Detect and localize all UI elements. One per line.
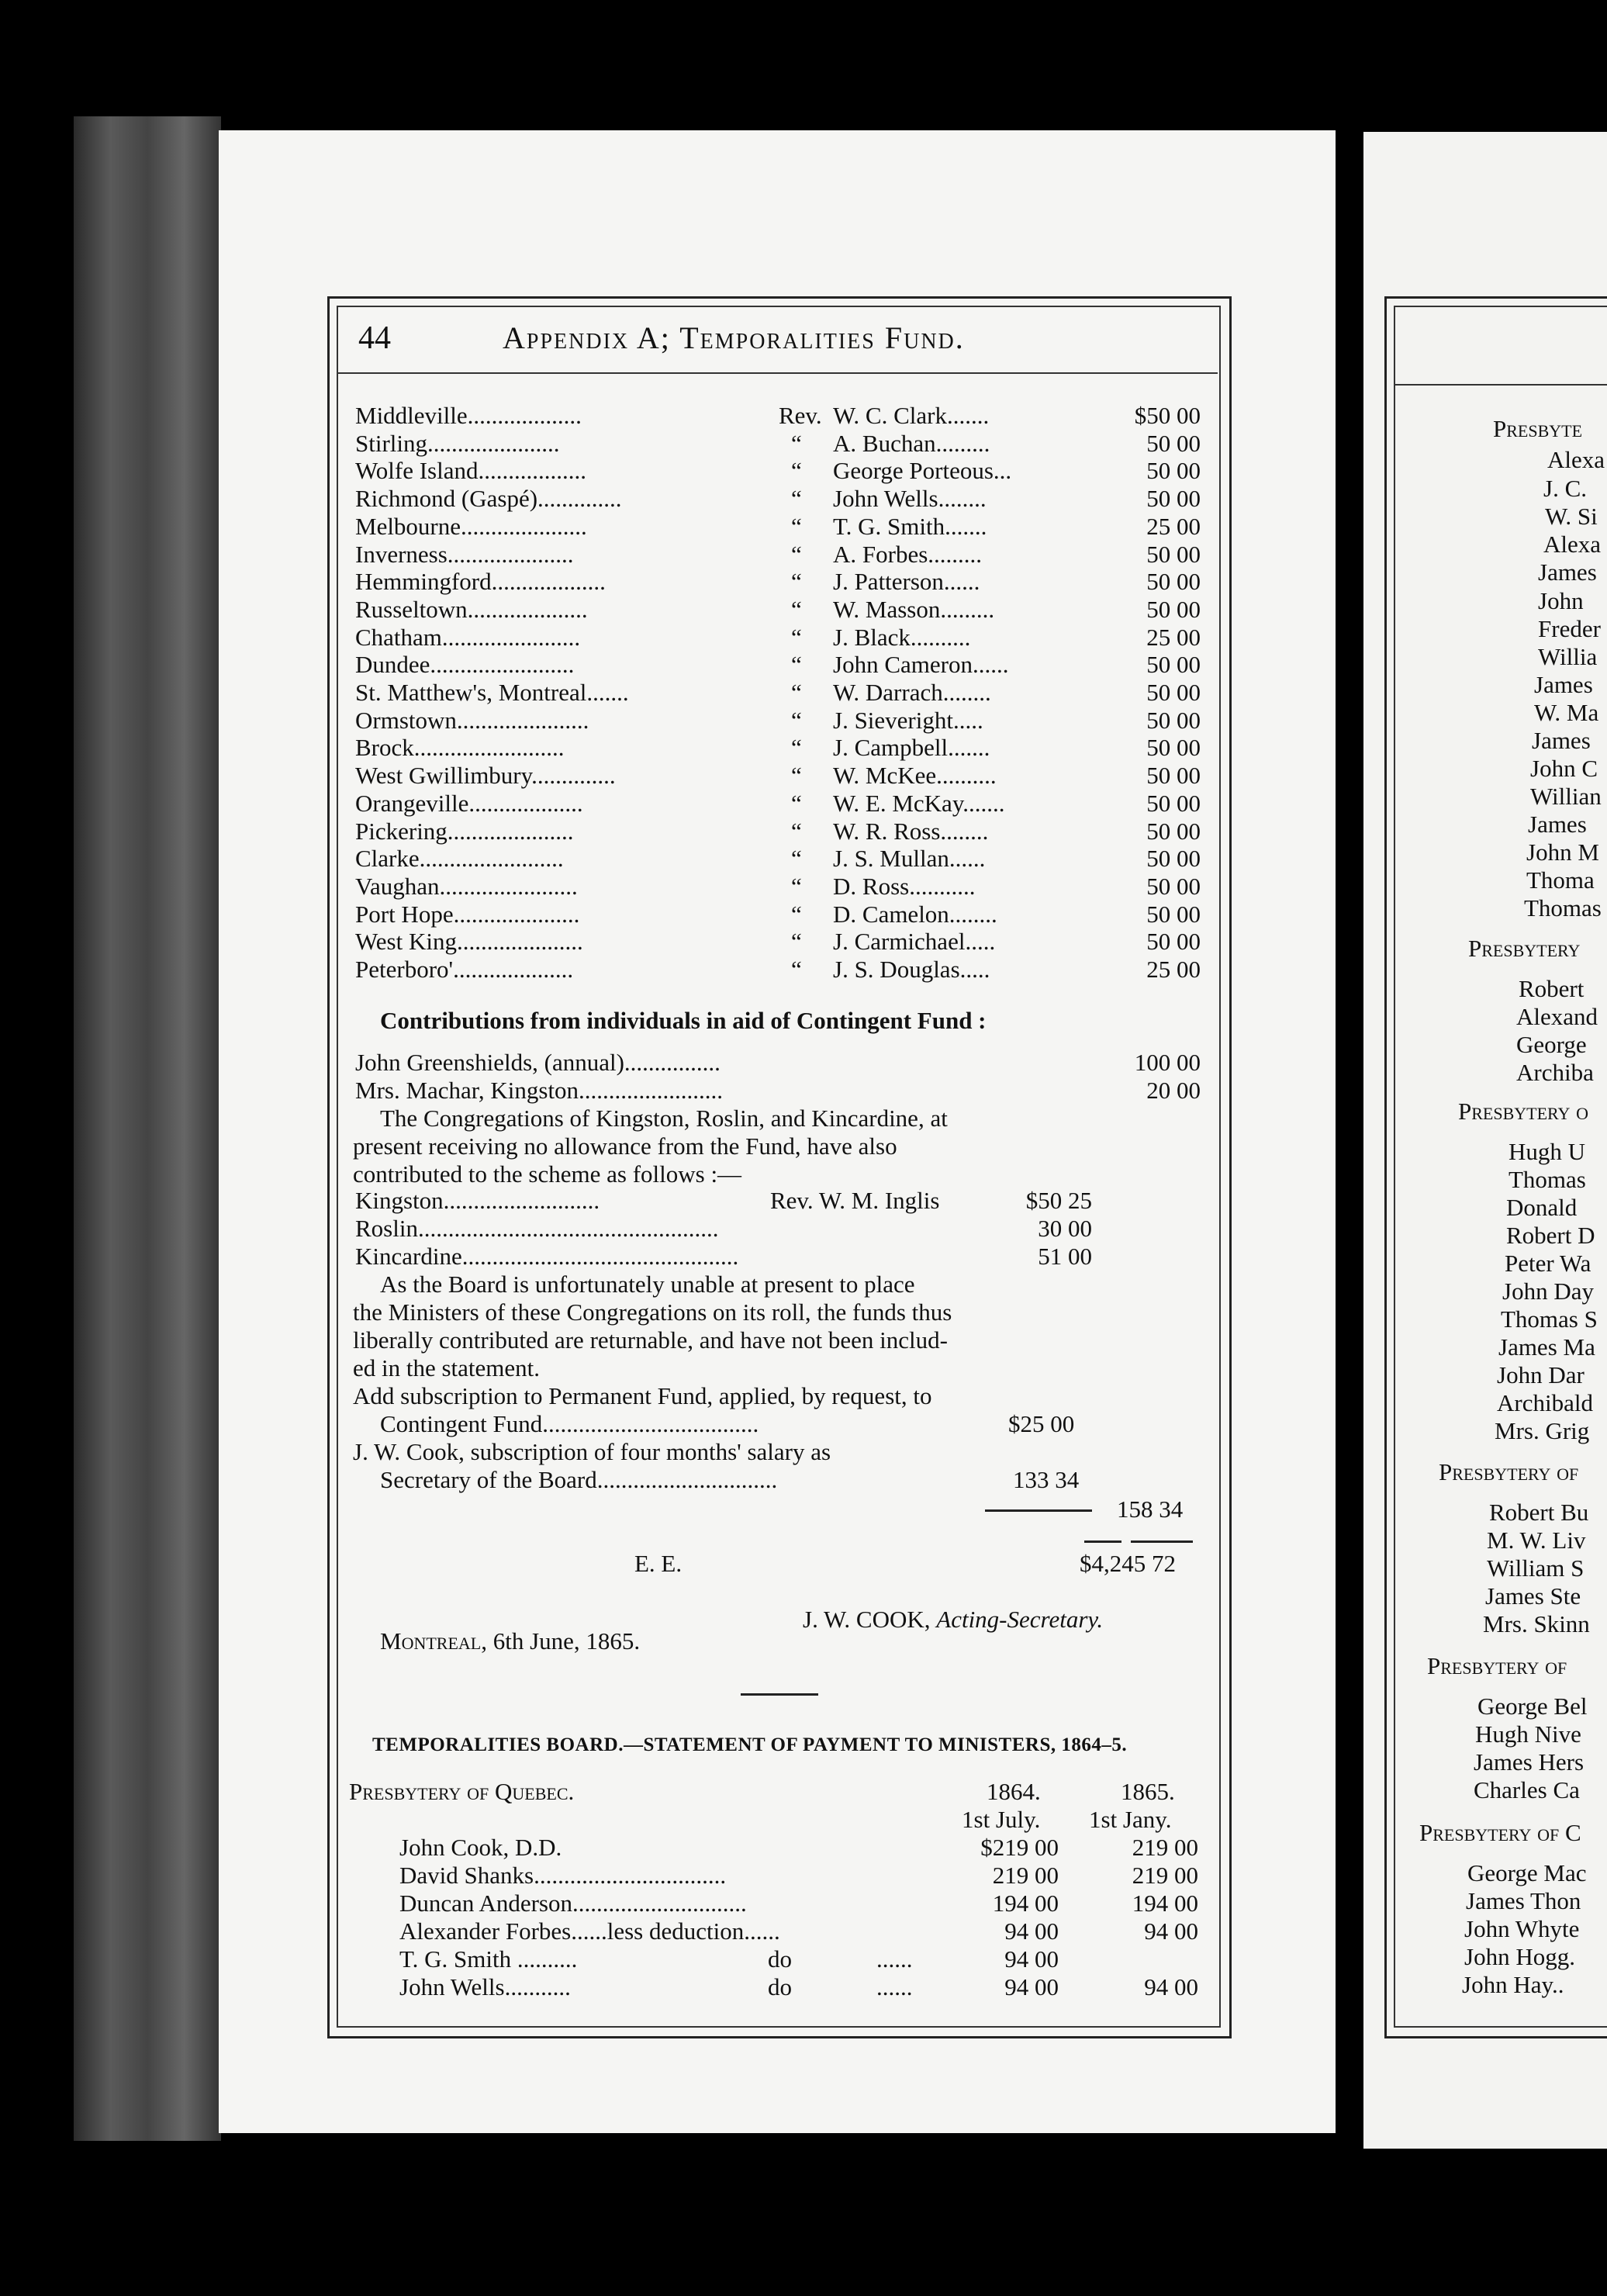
col2-date: 1st Jany.: [1089, 1806, 1172, 1833]
right-page-line: Thomas: [1524, 894, 1602, 922]
grant-amount: 50 00: [1146, 568, 1201, 596]
grant-place: Inverness.....................: [355, 540, 574, 568]
grant-amount: 25 00: [1146, 623, 1201, 651]
right-page-line: Presbytery: [1468, 935, 1581, 962]
grant-ditto: “: [791, 429, 802, 457]
grant-minister: J. Patterson......: [833, 568, 980, 596]
payment-row: [399, 1945, 1198, 1973]
grant-amount: 50 00: [1146, 595, 1201, 623]
grant-minister: T. G. Smith.......: [833, 512, 987, 540]
grant-minister: J. Black..........: [833, 623, 971, 651]
right-page-line: M. W. Liv: [1487, 1527, 1586, 1554]
grant-row: [355, 651, 1201, 679]
right-page-line: Presbyte: [1493, 415, 1583, 442]
grant-row: [355, 873, 1201, 901]
individual-amount: 100 00: [1134, 1049, 1201, 1076]
grant-place: Middleville...................: [355, 402, 582, 429]
payment-amount-jany: 94 00: [1144, 1973, 1198, 2000]
right-page-line: John M: [1526, 839, 1599, 866]
col2-year: 1865.: [1121, 1778, 1175, 1805]
right-page-line: John Hogg.: [1464, 1943, 1575, 1970]
individual-name: John Greenshields, (annual)................: [355, 1049, 721, 1076]
right-page-line: Thomas S: [1501, 1305, 1598, 1333]
signature: [803, 1606, 1103, 1634]
payment-amount-july: 194 00: [992, 1890, 1059, 1917]
ee-mark: E. E.: [634, 1550, 683, 1577]
add-subscription-amount: $25 00: [1008, 1410, 1075, 1437]
grant-place: Wolfe Island..................: [355, 457, 586, 485]
individual-name: Mrs. Machar, Kingston........................: [355, 1077, 724, 1104]
payment-amount-jany: 219 00: [1132, 1862, 1198, 1889]
grant-row: [355, 513, 1201, 541]
grant-place: Vaughan.......................: [355, 872, 578, 900]
grant-ditto: “: [791, 956, 802, 983]
right-page-line: Robert D: [1506, 1222, 1595, 1249]
congregation-place: Kingston..........................: [355, 1187, 600, 1214]
grant-row: [355, 430, 1201, 458]
grant-ditto: “: [791, 651, 802, 679]
grant-row: [355, 818, 1201, 845]
grant-row: [355, 845, 1201, 873]
add-subscription-line: Add subscription to Permanent Fund, applied, by request, to: [353, 1382, 932, 1409]
place-date-city: Montreal,: [380, 1627, 487, 1655]
grant-minister: W. E. McKay.......: [833, 789, 1005, 817]
grant-amount: 50 00: [1146, 845, 1201, 873]
payment-dots: ......: [876, 1973, 913, 2000]
statement-title: TEMPORALITIES BOARD.—STATEMENT OF PAYMENT TO MINISTERS, 1864–5.: [372, 1734, 1128, 1755]
grant-amount: 50 00: [1146, 457, 1201, 485]
right-page-line: Presbytery of C: [1419, 1819, 1581, 1846]
payment-row: [399, 1834, 1198, 1862]
grant-ditto: “: [791, 762, 802, 790]
grant-place: Pickering.....................: [355, 817, 574, 845]
right-page-line: Willian: [1530, 783, 1602, 810]
grant-row: [355, 485, 1201, 513]
grant-row: [355, 928, 1201, 956]
grant-place: Stirling......................: [355, 429, 560, 457]
grant-place: Richmond (Gaspé)..............: [355, 485, 622, 513]
congregation-amount: 51 00: [1038, 1243, 1092, 1270]
right-page-line: Hugh U: [1509, 1138, 1586, 1165]
grant-minister: George Porteous...: [833, 457, 1012, 485]
grant-place: Clarke........................: [355, 845, 564, 873]
right-page-line: Thoma: [1526, 866, 1595, 894]
right-page-line: James: [1534, 671, 1593, 698]
payment-row: [399, 1890, 1198, 1917]
grant-place: Orangeville...................: [355, 789, 583, 817]
grant-amount: 50 00: [1146, 429, 1201, 457]
payment-amount-jany: 219 00: [1132, 1834, 1198, 1861]
contributions-heading: Contributions from individuals in aid of Contingent Fund :: [380, 1007, 987, 1034]
right-page-line: Alexa: [1547, 446, 1605, 473]
payment-dots: ......: [876, 1945, 913, 1973]
payment-note: do: [768, 1945, 792, 1973]
right-page-line: Robert: [1519, 975, 1585, 1002]
grant-place: St. Matthew's, Montreal.......: [355, 679, 629, 706]
subtotal: 158 34: [1117, 1496, 1184, 1523]
grant-place: Brock.........................: [355, 734, 565, 762]
right-header-rule: [1394, 384, 1607, 386]
grant-row: [355, 707, 1201, 735]
grant-place: Peterboro'....................: [355, 956, 574, 983]
grant-place: West Gwillimbury..............: [355, 762, 616, 790]
grant-amount: 25 00: [1146, 512, 1201, 540]
grant-place: Hemmingford...................: [355, 568, 606, 596]
individual-amount: 20 00: [1146, 1077, 1201, 1104]
grant-row: [355, 541, 1201, 569]
right-page-line: W. Ma: [1534, 699, 1599, 726]
payment-amount-july: 94 00: [1004, 1917, 1059, 1945]
grant-place: Chatham.......................: [355, 623, 581, 651]
grant-row: [355, 762, 1201, 790]
place-date: [380, 1627, 640, 1655]
board-paragraph-line: ed in the statement.: [353, 1354, 541, 1381]
grant-row: [355, 402, 1201, 430]
grant-minister: W. Darrach........: [833, 679, 991, 706]
grant-ditto: Rev.: [779, 402, 822, 429]
grant-row: [355, 679, 1201, 707]
grant-place: Melbourne.....................: [355, 512, 587, 540]
right-page-line: Charles Ca: [1474, 1776, 1580, 1803]
payment-name: Duncan Anderson.............................: [399, 1890, 747, 1917]
payment-name: John Wells...........: [399, 1973, 571, 2000]
congregation-row: [355, 1215, 1092, 1243]
grant-ditto: “: [791, 457, 802, 485]
grant-amount: 50 00: [1146, 706, 1201, 734]
grant-minister: A. Forbes.........: [833, 540, 983, 568]
grant-row: [355, 596, 1201, 624]
right-page-line: Peter Wa: [1505, 1250, 1591, 1277]
cook-subscription-line: J. W. Cook, subscription of four months' salary as: [353, 1438, 831, 1465]
right-page-line: Archibald: [1497, 1389, 1593, 1416]
grant-place: Port Hope.....................: [355, 900, 580, 928]
grant-ditto: “: [791, 706, 802, 734]
grant-ditto: “: [791, 679, 802, 706]
grant-row: [355, 624, 1201, 652]
header-rule: [337, 372, 1218, 374]
right-page-line: John Whyte: [1464, 1915, 1580, 1942]
grant-minister: J. Campbell.......: [833, 734, 990, 762]
right-page-line: James Ste: [1485, 1582, 1581, 1610]
grant-amount: 50 00: [1146, 734, 1201, 762]
grant-amount: 50 00: [1146, 900, 1201, 928]
grant-place: Russeltown....................: [355, 595, 588, 623]
subtotal-rule: [985, 1509, 1092, 1512]
right-page-line: James: [1528, 811, 1587, 838]
grant-ditto: “: [791, 789, 802, 817]
right-page-line: James: [1532, 727, 1591, 754]
payment-row: [399, 1862, 1198, 1890]
right-page-line: Mrs. Skinn: [1483, 1610, 1590, 1637]
congregations-paragraph-line: The Congregations of Kingston, Roslin, and Kincardine, at: [380, 1105, 948, 1132]
grant-row: [355, 790, 1201, 818]
grant-amount: 50 00: [1146, 872, 1201, 900]
right-page-line: Willia: [1538, 643, 1598, 670]
grant-minister: J. S. Mullan......: [833, 845, 986, 873]
grant-minister: J. S. Douglas.....: [833, 956, 990, 983]
grant-row: [355, 457, 1201, 485]
right-page-line: Presbytery of: [1427, 1652, 1567, 1679]
right-page-line: Thomas: [1509, 1166, 1586, 1193]
add-subscription-line: Contingent Fund....................................: [380, 1410, 759, 1437]
grant-minister: W. Masson.........: [833, 595, 995, 623]
payment-row: [399, 1917, 1198, 1945]
payment-name: John Cook, D.D.: [399, 1834, 562, 1861]
signature-title: Acting-Secretary.: [936, 1606, 1104, 1633]
payment-name: David Shanks................................: [399, 1862, 727, 1889]
right-page-line: John: [1538, 587, 1584, 614]
congregation-place: Kincardine..............................................: [355, 1243, 739, 1270]
right-page-line: Presbytery o: [1458, 1098, 1589, 1125]
grant-minister: D. Camelon........: [833, 900, 997, 928]
grant-ditto: “: [791, 485, 802, 513]
grant-amount: 25 00: [1146, 956, 1201, 983]
total-rule-right: [1131, 1540, 1193, 1543]
grant-ditto: “: [791, 734, 802, 762]
right-page-line: James: [1538, 558, 1597, 586]
congregation-amount: $50 25: [1025, 1187, 1092, 1214]
total-rule-left: [1084, 1540, 1121, 1543]
right-page-line: John Hay..: [1462, 1971, 1564, 1998]
right-page-line: J. C.: [1543, 475, 1587, 502]
right-page-line: John Dar: [1497, 1361, 1585, 1388]
right-page-line: Freder: [1538, 615, 1601, 642]
individual-row: [355, 1049, 1201, 1077]
right-page-line: Presbytery of: [1439, 1458, 1579, 1485]
grant-amount: 50 00: [1146, 928, 1201, 956]
right-page-line: Robert Bu: [1489, 1499, 1589, 1526]
grant-ditto: “: [791, 845, 802, 873]
congregation-minister: Rev. W. M. Inglis: [770, 1187, 940, 1214]
book-edge: [74, 116, 221, 2141]
right-page-line: Alexa: [1543, 531, 1602, 558]
right-page-line: Alexand: [1516, 1003, 1598, 1030]
congregation-row: [355, 1187, 1092, 1215]
grant-ditto: “: [791, 595, 802, 623]
right-page-line: W. Si: [1545, 503, 1598, 530]
right-page-line: Mrs. Grig: [1495, 1417, 1590, 1444]
grant-row: [355, 956, 1201, 984]
payment-amount-july: $219 00: [980, 1834, 1059, 1861]
payment-name: Alexander Forbes......less deduction......: [399, 1917, 780, 1945]
cook-subscription-line: Secretary of the Board..............................: [380, 1466, 778, 1493]
grant-minister: W. R. Ross........: [833, 817, 989, 845]
grant-minister: J. Carmichael.....: [833, 928, 996, 956]
grant-minister: John Wells........: [833, 485, 987, 513]
board-paragraph-line: liberally contributed are returnable, and have not been includ-: [353, 1326, 948, 1354]
right-page-line: John Day: [1502, 1278, 1594, 1305]
right-page-line: George: [1516, 1031, 1587, 1058]
congregations-paragraph-line: contributed to the scheme as follows :—: [353, 1160, 742, 1188]
grant-minister: W. C. Clark.......: [833, 402, 990, 429]
grant-ditto: “: [791, 928, 802, 956]
col1-year: 1864.: [987, 1778, 1041, 1805]
page-number: 44: [358, 320, 391, 356]
right-page-line: Donald: [1506, 1194, 1578, 1221]
congregation-place: Roslin..................................................: [355, 1215, 719, 1242]
right-page-line: Hugh Nive: [1475, 1720, 1581, 1748]
right-page-line: James Thon: [1466, 1887, 1581, 1914]
right-page-line: George Bel: [1477, 1693, 1588, 1720]
place-date-text: 6th June, 1865.: [492, 1627, 641, 1655]
running-head: Appendix A; Temporalities Fund.: [503, 320, 965, 355]
payment-amount-july: 219 00: [992, 1862, 1059, 1889]
grand-total: $4,245 72: [1080, 1550, 1176, 1577]
right-page-line: James Ma: [1498, 1333, 1595, 1361]
board-paragraph-line: the Ministers of these Congregations on its roll, the funds thus: [353, 1298, 952, 1326]
grant-row: [355, 901, 1201, 928]
congregations-paragraph-line: present receiving no allowance from the Fund, have also: [353, 1132, 897, 1160]
col1-date: 1st July.: [962, 1806, 1041, 1833]
grant-place: Ormstown......................: [355, 706, 589, 734]
grant-amount: 50 00: [1146, 762, 1201, 790]
grant-ditto: “: [791, 512, 802, 540]
presbytery-heading: Presbytery of Quebec.: [349, 1778, 575, 1805]
right-page-line: William S: [1487, 1554, 1585, 1582]
grant-minister: John Cameron......: [833, 651, 1009, 679]
grant-amount: 50 00: [1146, 540, 1201, 568]
grant-minister: A. Buchan.........: [833, 429, 990, 457]
congregation-amount: 30 00: [1038, 1215, 1092, 1242]
payment-note: do: [768, 1973, 792, 2000]
board-paragraph-line: As the Board is unfortunately unable at present to place: [380, 1271, 915, 1298]
individual-row: [355, 1077, 1201, 1105]
right-page-line: John C: [1530, 755, 1598, 782]
grant-amount: 50 00: [1146, 651, 1201, 679]
payment-amount-jany: 94 00: [1144, 1917, 1198, 1945]
right-page-line: Archiba: [1516, 1059, 1594, 1086]
grant-ditto: “: [791, 540, 802, 568]
grant-row: [355, 734, 1201, 762]
payment-name: T. G. Smith ..........: [399, 1945, 578, 1973]
payment-amount-july: 94 00: [1004, 1945, 1059, 1973]
signature-name: J. W. COOK,: [803, 1606, 931, 1633]
payment-row: [399, 1973, 1198, 2001]
grant-minister: D. Ross...........: [833, 872, 976, 900]
congregation-row: [355, 1243, 1092, 1271]
grant-amount: 50 00: [1146, 485, 1201, 513]
grant-amount: 50 00: [1146, 679, 1201, 706]
grant-place: Dundee........................: [355, 651, 575, 679]
grant-amount: 50 00: [1146, 817, 1201, 845]
grant-ditto: “: [791, 900, 802, 928]
grant-ditto: “: [791, 623, 802, 651]
payment-amount-july: 94 00: [1004, 1973, 1059, 2000]
right-page-line: George Mac: [1467, 1859, 1587, 1886]
grant-ditto: “: [791, 568, 802, 596]
section-divider: [741, 1693, 818, 1696]
cook-subscription-amount: 133 34: [1013, 1466, 1080, 1493]
grant-amount: $50 00: [1134, 402, 1201, 429]
grant-ditto: “: [791, 817, 802, 845]
grant-place: West King.....................: [355, 928, 583, 956]
grant-ditto: “: [791, 872, 802, 900]
grant-minister: J. Sieveright.....: [833, 706, 983, 734]
right-page-line: James Hers: [1474, 1748, 1585, 1776]
grant-amount: 50 00: [1146, 789, 1201, 817]
payment-amount-jany: 194 00: [1132, 1890, 1198, 1917]
grant-minister: W. McKee..........: [833, 762, 997, 790]
grant-row: [355, 568, 1201, 596]
